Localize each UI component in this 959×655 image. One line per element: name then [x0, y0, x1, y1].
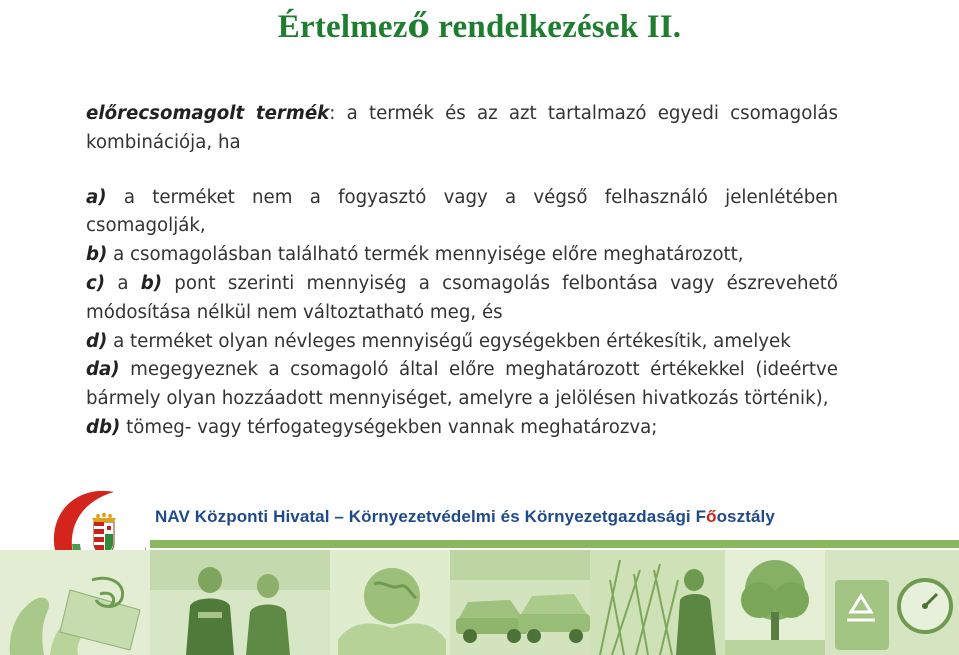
title-special-char: ő — [407, 6, 430, 45]
item-a: a) a terméket nem a fogyasztó vagy a végső felhasználó jelenlétében csomagolják, — [86, 186, 838, 237]
item-d: d) a terméket olyan névleges mennyiségű egységekben értékesítik, amelyek — [86, 330, 791, 352]
item-b: b) a csomagolásban található termék mennyisége előre meghatározott, — [86, 244, 744, 266]
item-da: da) megegyeznek a csomagoló által előre meghatározott értékekkel (ideértve bármely olyan hozzáadott mennyiséget, amelyre a jelölésen hivatkozás történik), — [86, 359, 838, 410]
recycling-gauge-image — [825, 550, 959, 655]
officers-image — [150, 550, 330, 655]
definition-body — [86, 100, 838, 443]
item-db: db) tömeg- vagy térfogategységekben vannak meghatározva; — [86, 416, 658, 438]
hands-globe-image — [330, 550, 450, 655]
footer-divider — [150, 540, 959, 548]
office-name: NAV Központi Hivatal – Környezetvédelmi és Környezetgazdasági Főosztály — [155, 507, 775, 526]
slide-title: Értelmező rendelkezések II. — [277, 6, 682, 45]
cars-image — [450, 550, 590, 655]
tree-image — [725, 550, 825, 655]
definition-intro: előrecsomagolt termék: a termék és az azt tartalmazó egyedi csomagolás kombinációja, ha — [86, 103, 838, 153]
reeds-worker-image — [590, 550, 725, 655]
definition-term: előrecsomagolt termék — [86, 103, 330, 124]
hands-document-image — [0, 550, 150, 655]
footer-photo-strip — [0, 550, 959, 655]
item-c: c) a b) pont szerinti mennyiség a csomagolás felbontása vagy észrevehető módosítása nélkül nem változtatható meg, és — [86, 272, 838, 323]
